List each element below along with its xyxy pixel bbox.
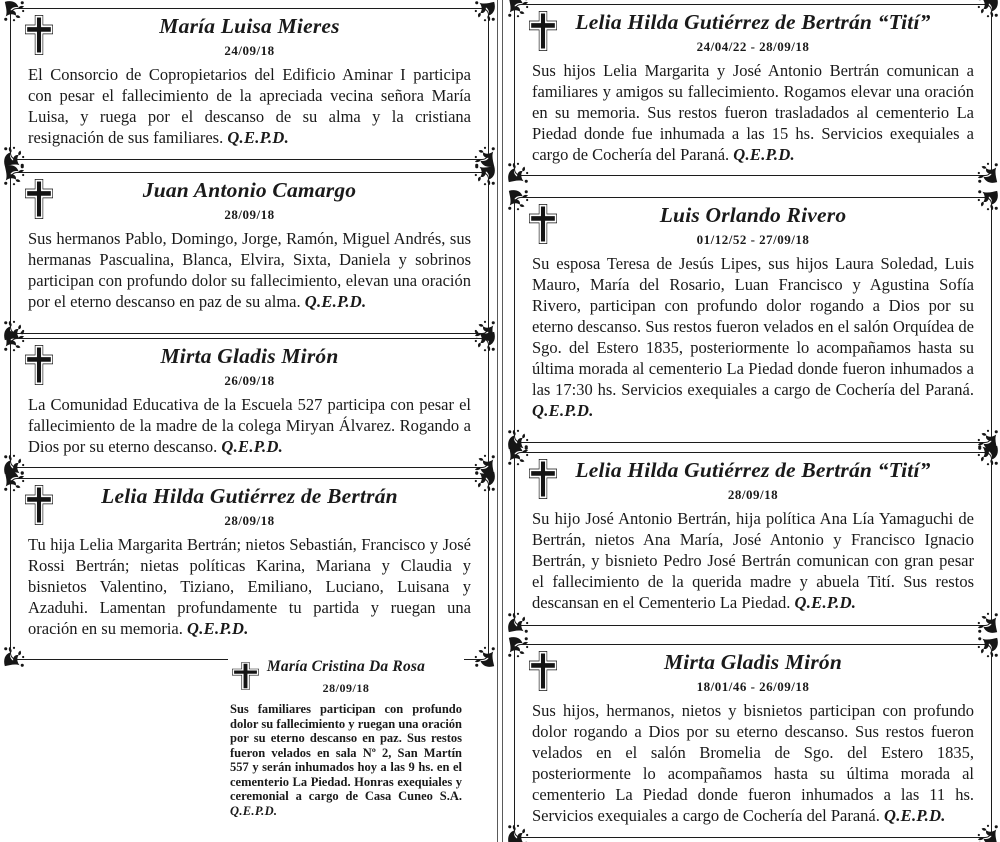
qepd-label: Q.E.P.D. [733, 145, 795, 164]
cross-icon [25, 179, 53, 219]
obituary-card [514, 644, 992, 838]
corner-ornament-icon [977, 612, 999, 634]
obituary-card [514, 197, 992, 443]
corner-ornament-icon [507, 824, 529, 842]
corner-ornament-icon [474, 470, 496, 492]
obituary-card [514, 4, 992, 176]
column-divider [497, 0, 503, 842]
death-date: 24/09/18 [224, 43, 275, 58]
deceased-name: María Luisa Mieres [159, 14, 340, 38]
obituary-text [532, 700, 974, 826]
obituary-text [532, 60, 974, 165]
death-date: 28/09/18 [224, 207, 275, 222]
obituary-text [28, 64, 471, 148]
obituary-text [532, 253, 974, 421]
corner-ornament-icon [474, 646, 496, 668]
obituary-card [10, 338, 489, 468]
death-date: 24/04/22 - 28/09/18 [696, 39, 810, 54]
obituary-body-text: Sus hijos Lelia Margarita y José Antonio Bertrán comunican a familiares y amigos su fallecimiento. Rogamos elevar una oración en su memoria. Sus restos fueron trasladados al cementerio La Piedad donde fue inhumada a las 15 hs. Servicios exequiales a cargo de Cochería del Paraná. [532, 61, 974, 164]
corner-ornament-icon [474, 0, 496, 22]
obituary-body-text: El Consorcio de Copropietarios del Edificio Aminar I participa con pesar el fallecimiento de la apreciada vecina señora María Luisa, y ruega por el descanso de su alma y la cristiana resignación de sus familiares. [28, 65, 471, 147]
obituary-card [10, 478, 489, 660]
qepd-label: Q.E.P.D. [532, 401, 594, 420]
death-date: 18/01/46 - 26/09/18 [696, 679, 810, 694]
cross-icon [232, 662, 259, 690]
corner-ornament-icon [977, 824, 999, 842]
cross-icon [25, 15, 53, 55]
corner-ornament-icon [507, 0, 529, 18]
obituary-card [10, 172, 489, 334]
qepd-label: Q.E.P.D. [221, 437, 284, 456]
death-date: 28/09/18 [727, 487, 779, 502]
obituary-body-text: Sus hijos, hermanos, nietos y bisnietos participan con profundo dolor rogando a Dios por su eterno descanso. Sus restos fueron velados en el salón Bromelia de Sgo. del Estero 1835, posteriormente lo acompañamos hasta su última morada al cementerio La Piedad donde fueron inhumados a las 11 hs. Servicios exequiales a cargo de Cochería del Paraná. [532, 701, 974, 825]
death-date: 26/09/18 [224, 373, 275, 388]
obituary-body-text: Su hijo José Antonio Bertrán, hija política Ana Lía Yamaguchi de Bertrán, nietos Ana María, José Antonio y Francisco Ignacio Bertrán, y bisnieto Pedro José Bertrán comunican con gran pesar el fallecimiento de la querida madre y abuela Tití. Sus restos descansan en el Cementerio La Piedad. [532, 509, 974, 612]
corner-ornament-icon [507, 162, 529, 184]
cross-icon [529, 11, 557, 51]
cross-icon [25, 345, 53, 385]
corner-ornament-icon [977, 162, 999, 184]
obituary-body-text: La Comunidad Educativa de la Escuela 527 participa con pesar el fallecimiento de la madre de la colega Miryan Álvarez. Rogando a Dios por su eterno descanso. [28, 395, 471, 456]
cross-icon [529, 651, 557, 691]
qepd-label: Q.E.P.D. [187, 619, 249, 638]
qepd-label: Q.E.P.D. [227, 128, 290, 147]
deceased-name: Lelia Hilda Gutiérrez de Bertrán “Tití” [575, 10, 931, 34]
deceased-name: Mirta Gladis Mirón [160, 344, 339, 368]
deceased-name: Juan Antonio Camargo [142, 178, 357, 202]
obituary-text [230, 702, 462, 818]
qepd-label: Q.E.P.D. [304, 292, 367, 311]
qepd-label: Q.E.P.D. [884, 806, 946, 825]
obituary-text [28, 534, 471, 639]
corner-ornament-icon [3, 646, 25, 668]
obituary-body-text: Su esposa Teresa de Jesús Lipes, sus hijos Laura Soledad, Luis Mauro, María del Rosario, Luan Francisco y Agustina Sofía Rivero, participan con profundo dolor rogando a Dios por su eterno descanso. Sus restos fueron velados en el salón Orquídea de Sgo. del Estero 1835, posteriormente lo acompañamos hasta su última morada al cementerio La Piedad donde fueron inhumados a las 17:30 hs. Servicios exequiales a cargo de Cochería del Paraná. [532, 254, 974, 399]
qepd-label: Q.E.P.D. [230, 803, 278, 818]
corner-ornament-icon [977, 636, 999, 658]
death-date: 01/12/52 - 27/09/18 [696, 232, 810, 247]
obituary-card [514, 452, 992, 626]
obituary-body-text: Sus hermanos Pablo, Domingo, Jorge, Ramón, Miguel Andrés, sus hermanas Pascualina, Blanca, Elvira, Sixta, Daniela y sobrinos participan con profundo dolor su fallecimiento, elevan una oración por el eterno descanso en paz de su alma. [28, 229, 471, 311]
deceased-name: Lelia Hilda Gutiérrez de Bertrán “Tití” [575, 458, 931, 482]
deceased-name: Mirta Gladis Mirón [663, 650, 843, 674]
corner-ornament-icon [3, 0, 25, 22]
corner-ornament-icon [977, 0, 999, 18]
corner-ornament-icon [507, 444, 529, 466]
corner-ornament-icon [474, 164, 496, 186]
obituary-text [28, 228, 471, 312]
corner-ornament-icon [474, 330, 496, 352]
deceased-name: Luis Orlando Rivero [659, 203, 847, 227]
corner-ornament-icon [507, 612, 529, 634]
corner-ornament-icon [507, 636, 529, 658]
obituary-card [10, 8, 489, 160]
qepd-label: Q.E.P.D. [794, 593, 857, 612]
corner-ornament-icon [3, 330, 25, 352]
corner-ornament-icon [507, 189, 529, 211]
obituary-card [228, 654, 464, 818]
cross-icon [25, 485, 53, 525]
corner-ornament-icon [3, 164, 25, 186]
corner-ornament-icon [3, 470, 25, 492]
death-date: 28/09/18 [322, 681, 370, 695]
cross-icon [529, 459, 557, 499]
obituary-body-text: Sus familiares participan con profundo dolor su fallecimiento y ruegan una oración por su eterno descanso en paz. Sus restos fueron velados en sala Nº 2, San Martín 557 y serán inhumados hoy a las 9 hs. en el cementerio La Piedad. Honras exequiales y ceremonial a cargo de Casa Cuneo S.A. [230, 702, 462, 803]
corner-ornament-icon [977, 444, 999, 466]
cross-icon [529, 204, 557, 244]
obituary-text [532, 508, 974, 613]
obituary-body-text: Tu hija Lelia Margarita Bertrán; nietos Sebastián, Francisco y José Rossi Bertrán; nietas políticas Karina, Mariana y Claudia y bisnietos Valentino, Tiziano, Emiliano, Luciano, Luisana y Azaduhi. Lamentan profundamente tu partida y ruegan una oración en su memoria. [28, 535, 471, 638]
corner-ornament-icon [977, 189, 999, 211]
deceased-name: María Cristina Da Rosa [266, 658, 426, 675]
obituary-text [28, 394, 471, 457]
deceased-name: Lelia Hilda Gutiérrez de Bertrán [101, 484, 398, 508]
death-date: 28/09/18 [224, 513, 275, 528]
